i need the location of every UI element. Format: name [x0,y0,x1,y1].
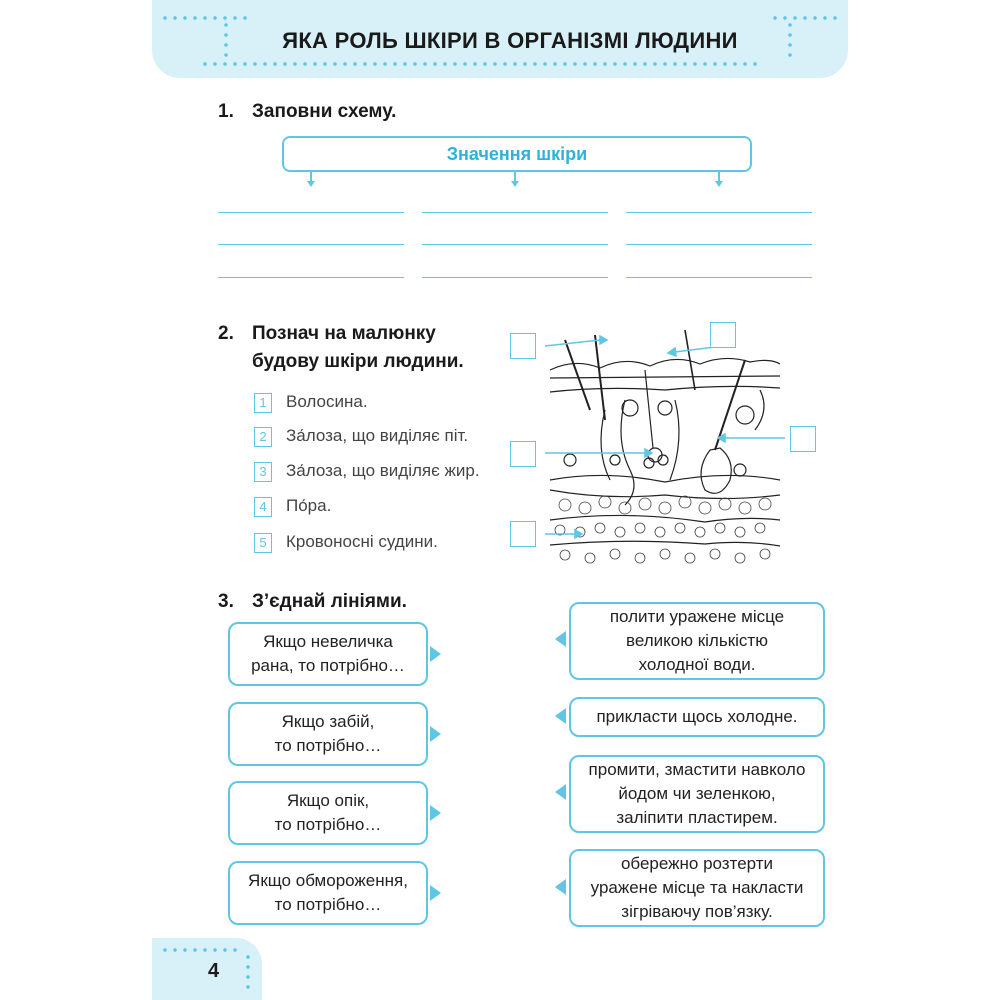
decorative-dots [770,16,840,20]
label-answer-box[interactable] [510,333,536,359]
match-left-text: Якщо забій, [281,712,375,731]
label-answer-box[interactable] [790,426,816,452]
task-instruction: Заповни схему. [252,101,397,122]
page-number: 4 [208,960,220,982]
legend-number: 4 [254,497,272,517]
legend-number: 3 [254,462,272,482]
match-left-box[interactable] [228,702,428,766]
legend-item [254,459,480,483]
match-right-text: зігріваючу пов’язку. [621,902,773,921]
label-answer-box[interactable] [510,441,536,467]
answer-line[interactable] [626,212,812,213]
answer-line[interactable] [218,212,404,213]
match-left-text: то потрібно… [274,736,382,755]
triangle-pointer-icon [430,885,441,901]
task-2-heading [218,320,464,376]
task-number: 1. [218,101,234,122]
answer-line[interactable] [422,277,608,278]
match-left-box[interactable] [228,781,428,845]
triangle-pointer-icon [555,879,566,895]
label-answer-box[interactable] [710,322,736,348]
triangle-pointer-icon [555,708,566,724]
legend-text: По́ра. [286,496,332,515]
answer-line[interactable] [626,244,812,245]
answer-line[interactable] [422,244,608,245]
page-title: ЯКА РОЛЬ ШКІРИ В ОРГАНІЗМІ ЛЮДИНИ [282,28,738,53]
decorative-dots [200,62,760,66]
answer-line[interactable] [626,277,812,278]
match-right-text: холодної води. [638,655,756,674]
arrow-down-icon [307,181,315,187]
task-number: 2. [218,323,234,344]
task-instruction: З’єднай лініями. [252,591,407,612]
match-right-text: прикласти щось холодне. [596,707,798,726]
answer-line[interactable] [218,244,404,245]
answer-line[interactable] [422,212,608,213]
match-left-text: то потрібно… [274,815,382,834]
legend-number: 5 [254,533,272,553]
match-right-box[interactable] [569,602,825,680]
legend-text: За́лоза, що виділяє жир. [286,461,480,480]
scheme-title-box: Значення шкіри [282,136,752,172]
triangle-pointer-icon [430,646,441,662]
match-left-text: Якщо невеличка [263,632,393,651]
legend-text: За́лоза, що виділяє піт. [286,426,469,445]
match-right-text: уражене місце та накласти [590,878,804,897]
label-answer-box[interactable] [510,521,536,547]
match-right-text: йодом чи зеленкою, [618,784,776,803]
legend-item [254,530,438,554]
skin-structure-diagram [545,330,785,570]
legend-item [254,390,368,414]
decorative-dots [246,952,250,992]
match-left-text: рана, то потрібно… [251,656,405,675]
answer-line[interactable] [218,277,404,278]
match-right-box[interactable] [569,697,825,737]
match-left-text: Якщо обмороження, [248,871,408,890]
match-right-text: заліпити пластирем. [616,808,778,827]
legend-item [254,494,331,518]
decorative-dots [160,16,250,20]
task-3-heading [218,588,407,616]
legend-item [254,424,468,448]
match-left-box[interactable] [228,861,428,925]
task-instruction-line2: будову шкіри людини. [252,351,464,372]
legend-number: 2 [254,427,272,447]
legend-text: Волосина. [286,392,368,411]
arrow-down-icon [715,181,723,187]
triangle-pointer-icon [430,726,441,742]
match-right-box[interactable] [569,849,825,927]
match-left-text: Якщо опік, [286,791,370,810]
triangle-pointer-icon [555,631,566,647]
match-right-text: обережно розтерти [620,854,774,873]
task-instruction-line1: Познач на малюнку [252,323,436,344]
match-right-text: полити уражене місце [609,607,785,626]
match-right-text: великою кількістю [626,631,768,650]
legend-number: 1 [254,393,272,413]
triangle-pointer-icon [430,805,441,821]
legend-text: Кровоносні судини. [286,532,438,551]
decorative-dots [160,948,240,952]
match-right-box[interactable] [569,755,825,833]
task-number: 3. [218,591,234,612]
match-left-box[interactable] [228,622,428,686]
match-right-text: промити, змастити навколо [588,760,806,779]
task-1-heading [218,98,396,126]
match-left-text: то потрібно… [274,895,382,914]
arrow-down-icon [511,181,519,187]
triangle-pointer-icon [555,784,566,800]
decorative-dots [224,20,228,60]
